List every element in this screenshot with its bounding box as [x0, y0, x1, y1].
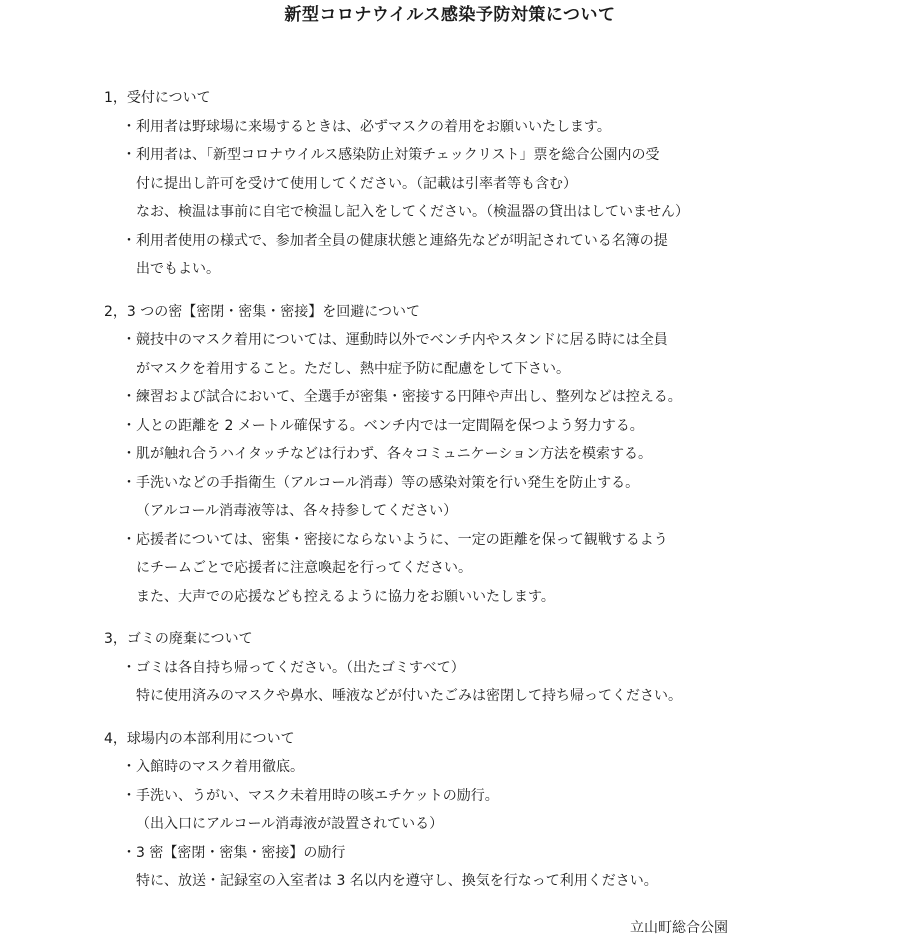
bullet-text: ・ 手洗い、うがい、マスク未着用時の咳エチケットの励行。 [122, 782, 894, 811]
bullet-item [104, 326, 894, 383]
bullet-item [104, 782, 894, 839]
bullet-item [104, 469, 894, 526]
section-1 [104, 84, 894, 284]
bullet-text: ・ 利用者使用の様式で、参加者全員の健康状態と連絡先などが明記されている名簿の提 [122, 227, 894, 256]
bullet-continuation: 付に提出し許可を受けて使用してください。（記載は引率者等も含む） [136, 175, 577, 192]
bullet-item [104, 839, 894, 896]
document-title: 新型コロナウイルス感染予防対策について [284, 5, 616, 25]
bullet-text: ・ 肌が触れ合うハイタッチなどは行わず、各々コミュニケーション方法を模索する。 [122, 440, 894, 469]
section-heading: 4，球場内の本部利用について [104, 730, 295, 747]
bullet-continuation: なお、検温は事前に自宅で検温し記入をしてください。（検温器の貸出はしていません） [136, 204, 689, 220]
bullet-text: ・ 応援者については、密集・密接にならないように、一定の距離を保って観戦するよう [122, 526, 894, 555]
section-heading: 2，3 つの密【密閉・密集・密接】を回避について [104, 303, 420, 320]
bullet-continuation: （アルコール消毒液等は、各々持参してください） [136, 503, 458, 519]
bullet-text: ・ 競技中のマスク着用については、運動時以外でベンチ内やスタンドに居る時には全員 [122, 326, 894, 355]
section-2 [104, 298, 894, 612]
bullet-continuation: 特に、放送・記録室の入室者は 3 名以内を遵守し、換気を行なって利用ください。 [136, 873, 658, 889]
bullet-text: ・ 入館時のマスク着用徹底。 [122, 753, 894, 782]
bullet-text: ・ ゴミは各自持ち帰ってください。（出たゴミすべて） [122, 654, 894, 683]
bullet-continuation: にチームごとで応援者に注意喚起を行ってください。 [136, 560, 472, 576]
bullet-item [104, 141, 894, 227]
bullet-continuation: また、大声での応援なども控えるように協力をお願いいたします。 [136, 588, 555, 605]
bullet-item [104, 227, 894, 284]
bullet-text: ・ 利用者は、「新型コロナウイルス感染防止対策チェックリスト」票を総合公園内の受 [122, 141, 894, 170]
bullet-item [104, 383, 894, 412]
section-4 [104, 725, 894, 896]
bullet-item [104, 113, 894, 142]
bullet-continuation: 特に使用済みのマスクや鼻水、唾液などが付いたごみは密閉して持ち帰ってください。 [136, 688, 682, 704]
bullet-continuation: がマスクを着用すること。ただし、熱中症予防に配慮をして下さい。 [136, 360, 570, 377]
bullet-item [104, 753, 894, 782]
bullet-item [104, 440, 894, 469]
issuer-name: 立山町総合公園 [630, 920, 728, 936]
bullet-text: ・ 3 密【密閉・密集・密接】の励行 [122, 839, 894, 868]
bullet-item [104, 654, 894, 711]
section-heading: 1，受付について [104, 90, 211, 106]
bullet-item [104, 412, 894, 441]
document-body [104, 84, 894, 896]
bullet-continuation: （出入口にアルコール消毒液が設置されている） [136, 816, 444, 832]
section-heading: 3，ゴミの廃棄について [104, 631, 253, 647]
bullet-text: ・ 練習および試合において、全選手が密集・密接する円陣や声出し、整列などは控える。 [122, 383, 894, 412]
bullet-continuation: 出でもよい。 [136, 261, 220, 277]
bullet-item [104, 526, 894, 612]
bullet-text: ・ 人との距離を 2 メートル確保する。ベンチ内では一定間隔を保つよう努力する。 [122, 412, 894, 441]
bullet-text: ・ 利用者は野球場に来場するときは、必ずマスクの着用をお願いいたします。 [122, 113, 894, 142]
section-3 [104, 625, 894, 711]
bullet-text: ・ 手洗いなどの手指衛生（アルコール消毒）等の感染対策を行い発生を防止する。 [122, 469, 894, 498]
